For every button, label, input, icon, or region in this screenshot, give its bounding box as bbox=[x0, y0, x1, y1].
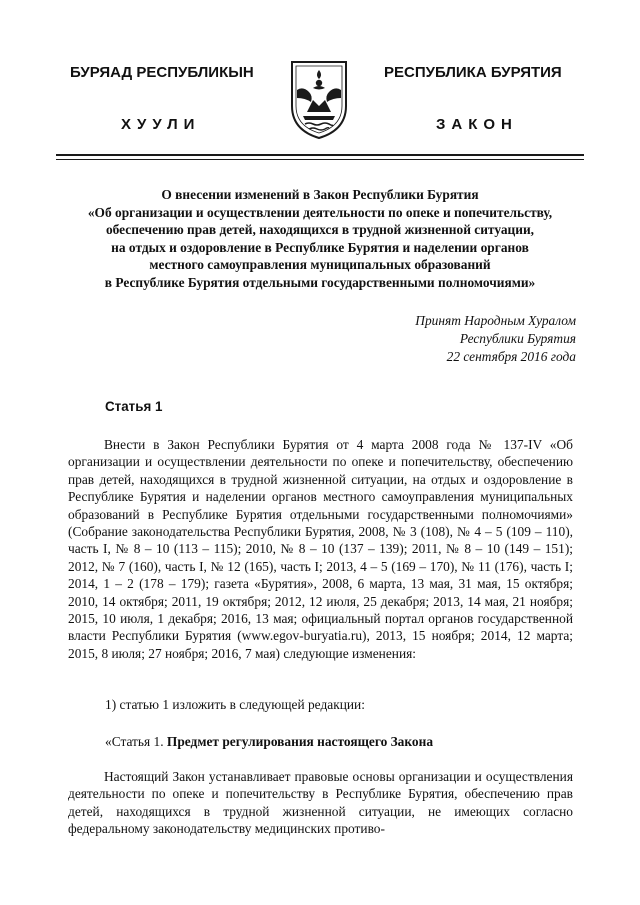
header-divider-thin bbox=[56, 159, 584, 160]
header-law-buryat: ХУУЛИ bbox=[121, 116, 201, 133]
article-heading: Статья 1 bbox=[105, 399, 163, 414]
adoption-note bbox=[415, 312, 576, 365]
coat-of-arms-icon bbox=[289, 56, 349, 140]
quoted-article-title: Предмет регулирования настоящего Закона bbox=[166, 734, 434, 749]
adoption-line: Принят Народным Хуралом bbox=[415, 313, 576, 328]
header-republic-buryat: БУРЯАД РЕСПУБЛИКЫН bbox=[70, 64, 254, 81]
law-title-line: на отдых и оздоровление в Республике Бурятия и наделении органов bbox=[111, 239, 529, 255]
quoted-article-paragraph: Настоящий Закон устанавливает правовые основы организации и осуществления деятельности по опеке и попечительству в Республике Бурятия, обеспечению прав детей, находящихся в трудной жизненной ситуации, не имеющих согласно федеральному законодательству медицинских противо- bbox=[68, 769, 573, 837]
header-divider-thick bbox=[56, 154, 584, 156]
amendment-item: 1) статью 1 изложить в следующей редакции: bbox=[105, 697, 365, 712]
law-title-line: в Республике Бурятия отдельными государственными полномочиями» bbox=[104, 274, 536, 290]
adoption-line: Республики Бурятия bbox=[459, 330, 576, 346]
quoted-article-prefix: «Статья 1. bbox=[105, 734, 167, 749]
adoption-date: 22 сентября 2016 года bbox=[446, 348, 576, 364]
law-title-line: О внесении изменений в Закон Республики Бурятия bbox=[161, 187, 479, 202]
law-title-line: обеспечению прав детей, находящихся в трудной жизненной ситуации, bbox=[105, 222, 535, 237]
law-title-line: «Об организации и осуществлении деятельности по опеке и попечительству, bbox=[87, 204, 553, 220]
quoted-article-body bbox=[68, 768, 573, 838]
article-paragraph: Внести в Закон Республики Бурятия от 4 марта 2008 года № 137-IV «Об организации и осуществлении деятельности по опеке и попечительству, обеспечению прав детей, находящихся в трудной жизненной ситуации, на отдых и оздоровление в Республике Бурятия и наделении органов местного самоуправления муниципальных образований в Республике Бурятия отдельными государственными полномочиями» (Собрание законодательства Республики Бурятия, 2008, № 3 (108), № 4 – 5 (109 – 110), часть I, № 8 – 10 (113 – 115); 2010, № 8 – 10 (137 – 139); 2011, № 8 – 10 (149 – 151); 2012, № 7 (160), часть I, № 12 (165), часть I; 2013, 4 – 5 (169 – 170), № 11 (176), часть I; 2014, 1 – 2 (178 – 179); газета «Бурятия», 2008, 6 марта, 13 мая, 31 мая, 15 октября; 2010, 14 октября; 2011, 19 октября; 2012, 12 июля, 25 декабря; 2013, 14 мая, 21 ноября; 2015, 10 июля, 1 декабря; 2016, 13 мая; официальный портал органов государственной власти Республики Бурятия (www.egov-buryatia.ru), 2013, 15 ноября; 2014, 12 марта; 2015, 8 июля; 27 ноября; 2016, 7 мая) следующие изменения: bbox=[68, 437, 573, 661]
law-title bbox=[56, 186, 584, 291]
header-republic-russian: РЕСПУБЛИКА БУРЯТИЯ bbox=[384, 64, 562, 81]
quoted-article-heading bbox=[105, 734, 433, 750]
header-law-russian: ЗАКОН bbox=[436, 116, 518, 133]
law-title-line: местного самоуправления муниципальных образований bbox=[149, 257, 491, 272]
article-body bbox=[68, 436, 573, 662]
